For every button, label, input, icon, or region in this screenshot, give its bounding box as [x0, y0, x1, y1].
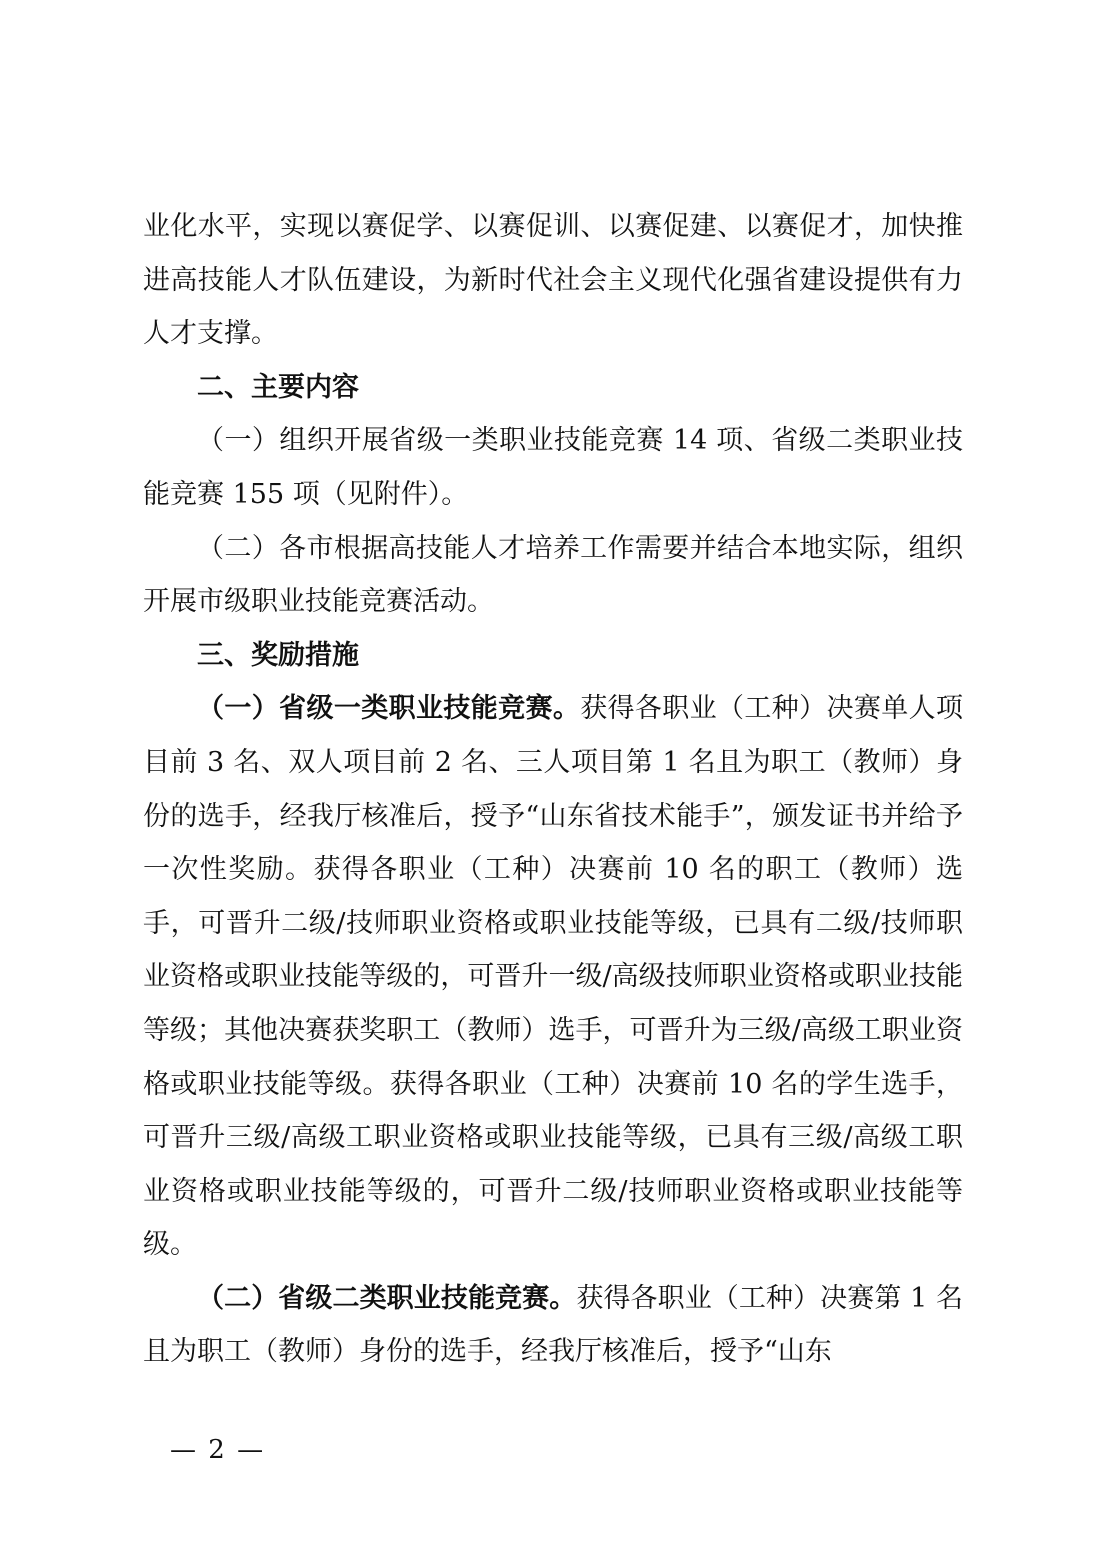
reward-class-2-text: 获得各职业（工种）决赛第 1 名且为职工（教师）身份的选手，经我厅核准后，授予“山东 [143, 1282, 963, 1368]
paragraph-reward-class-2 [143, 1272, 963, 1379]
paragraph-intro: 业化水平，实现以赛促学、以赛促训、以赛促建、以赛促才，加快推进高技能人才队伍建设，为新时代社会主义现代化强省建设提供有力人才支撑。 [143, 211, 963, 350]
paragraph-item-1: （一）组织开展省级一类职业技能竞赛 14 项、省级二类职业技能竞赛 155 项（见附件）。 [143, 425, 963, 510]
reward-class-1-text: 获得各职业（工种）决赛单人项目前 3 名、双人项目前 2 名、三人项目第 1 名且为职工（教师）身份的选手，经我厅核准后，授予“山东省技术能手”，颁发证书并给予一次性奖励。获得各职业（工种）决赛前 10 名的职工（教师）选手，可晋升二级/技师职业资格或职业技能等级，已具有二级/技师职业资格或职业技能等级的，可晋升一级/高级技师职业资格或职业技能等级；其他决赛获奖职工（教师）选手，可晋升为三级/高级工职业资格或职业技能等级。获得各职业（工种）决赛前 10 名的学生选手，可晋升三级/高级工职业资格或职业技能等级，已具有三级/高级工职业资格或职业技能等级的，可晋升二级/技师职业资格或职业技能等级。 [143, 693, 964, 1261]
page-number: — 2 — [170, 1435, 266, 1465]
section-heading-rewards: 三、奖励措施 [197, 639, 359, 671]
paragraph-reward-class-1 [143, 682, 963, 1272]
document-body [143, 200, 963, 1379]
reward-class-1-lead: （一）省级一类职业技能竞赛。 [197, 693, 581, 725]
reward-class-2-lead: （二）省级二类职业技能竞赛。 [197, 1282, 577, 1314]
section-heading-main-content: 二、主要内容 [197, 371, 359, 403]
paragraph-item-2: （二）各市根据高技能人才培养工作需要并结合本地实际，组织开展市级职业技能竞赛活动。 [143, 532, 963, 618]
